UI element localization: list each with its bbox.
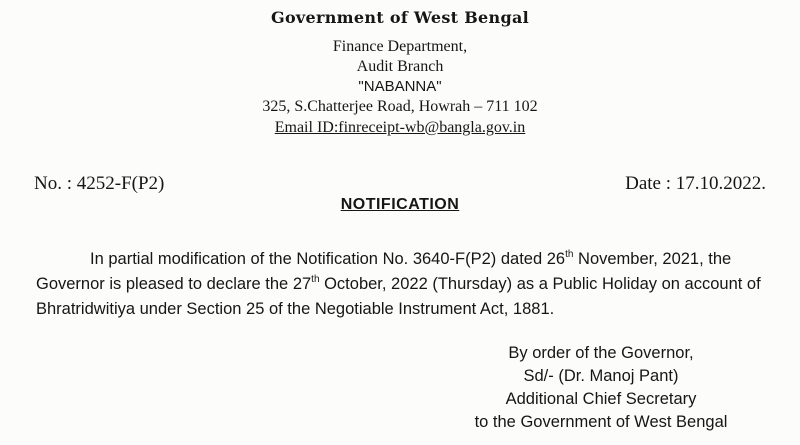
ordinal-suffix: th bbox=[565, 249, 574, 260]
department-name: Finance Department, bbox=[332, 38, 468, 55]
email-link[interactable]: Email ID:finreceipt-wb@bangla.gov.in bbox=[274, 119, 526, 136]
letterhead-title: Government of West Bengal bbox=[271, 8, 529, 27]
signatory-office: to the Government of West Bengal bbox=[474, 413, 728, 431]
signatory-name: Sd/- (Dr. Manoj Pant) bbox=[523, 367, 679, 385]
notification-body bbox=[36, 247, 771, 322]
document-heading: NOTIFICATION bbox=[340, 196, 460, 213]
office-address: 325, S.Chatterjee Road, Howrah – 711 102 bbox=[262, 98, 538, 115]
signature-line: By order of the Governor, bbox=[508, 344, 694, 362]
ordinal-suffix: th bbox=[311, 274, 320, 285]
branch-name: Audit Branch bbox=[356, 58, 444, 75]
signature-block bbox=[456, 342, 746, 434]
body-text: October, 2022 (Thursday) as a Public Holiday on account of Bhratridwitiya under Section 25 of the Negotiable Instrument Act, 1881. bbox=[36, 275, 761, 318]
building-name: "NABANNA" bbox=[358, 78, 442, 95]
body-text: November, 2021, the Governor is pleased to declare the 27 bbox=[36, 250, 732, 293]
body-text: In partial modification of the Notification No. 3640-F(P2) dated 26 bbox=[90, 250, 566, 268]
notification-date: Date : 17.10.2022. bbox=[625, 173, 766, 194]
notification-number: No. : 4252-F(P2) bbox=[34, 173, 165, 194]
signatory-designation: Additional Chief Secretary bbox=[505, 390, 697, 408]
